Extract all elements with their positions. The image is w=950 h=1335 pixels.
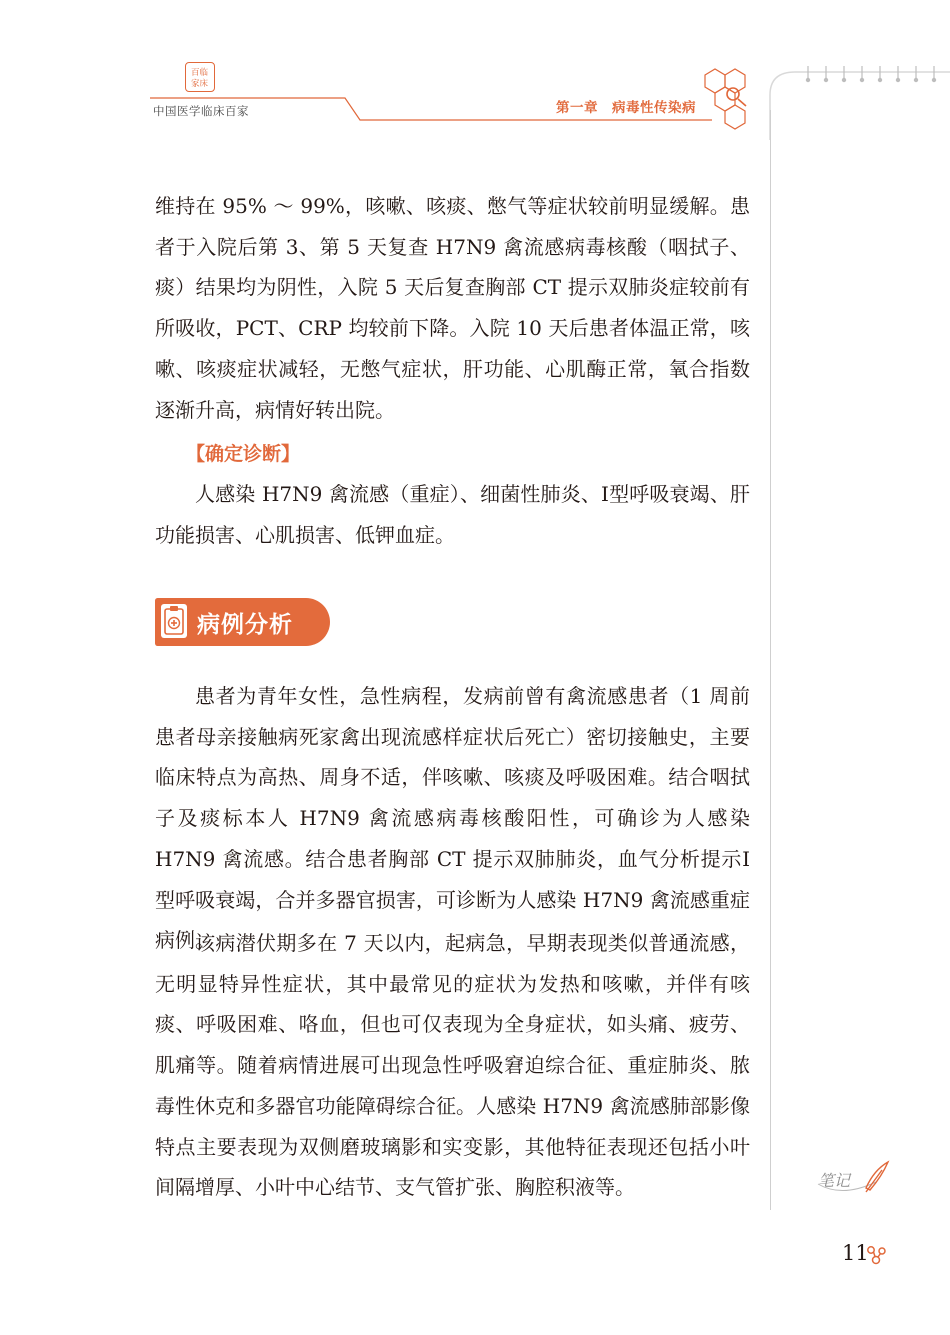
chapter-title: 第一章 病毒性传染病 [556, 100, 696, 116]
notes-margin-line [770, 110, 771, 1210]
molecule-icon [866, 1244, 888, 1266]
notebook-rings [806, 78, 936, 82]
brand-name: 中国医学临床百家 [153, 104, 249, 118]
analysis-paragraph-1: 患者为青年女性，急性病程，发病前曾有禽流感患者（1 周前患者母亲接触病死家禽出现流感样症状后死亡）密切接触史，主要临床特点为高热、周身不适，伴咳嗽、咳痰及呼吸困难。结合咽拭子及痰标本人 H7N9 禽流感病毒核酸阳性，可确诊为人感染 H7N9 禽流感。结合患者胸部 CT 提示双肺肺炎，血气分析提示Ⅰ型呼吸衰竭，合并多器官损害，可诊断为人感染 H7N9 禽流感重症病例。 [155, 684, 750, 953]
section-title: 病例分析 [197, 612, 293, 638]
diagnosis-text: 人感染 H7N9 禽流感（重症）、细菌性肺炎、Ⅰ型呼吸衰竭、肝功能损害、心肌损害、低钾血症。 [155, 482, 750, 547]
diagnosis-label: 【确定诊断】 [186, 443, 301, 465]
section-banner [155, 598, 330, 646]
analysis-paragraph-2: 该病潜伏期多在 7 天以内，起病急，早期表现类似普通流感，无明显特异性症状，其中最常见的症状为发热和咳嗽，并伴有咳痰、呼吸困难、咯血，但也可仅表现为全身症状，如头痛、疲劳、肌痛等。随着病情进展可出现急性呼吸窘迫综合征、重症肺炎、脓毒性休克和多器官功能障碍综合征。人感染 H7N9 禽流感肺部影像特点主要表现为双侧磨玻璃影和实变影，其他特征表现还包括小叶间隔增厚、小叶中心结节、支气管扩张、胸腔积液等。 [155, 931, 750, 1200]
notes-label: 笔记 [818, 1171, 851, 1190]
brand-logo-top: 百临 [190, 68, 209, 78]
header-decoration [0, 0, 950, 140]
notes-badge [812, 1158, 892, 1204]
clipboard-medical-icon [161, 604, 187, 638]
brand-logo-bottom: 家床 [190, 79, 209, 89]
page-number: 11 [842, 1241, 869, 1265]
magnifier-icon [727, 88, 746, 106]
body-paragraph-1: 维持在 95% ～ 99%，咳嗽、咳痰、憋气等症状较前明显缓解。患者于入院后第 3、第 5 天复查 H7N9 禽流感病毒核酸（咽拭子、痰）结果均为阴性，入院 5 天后复查胸部 CT 提示双肺炎症较前有所吸收，PCT、CRP 均较前下降。入院 10 天后患者体温正常，咳嗽、咳痰症状减轻，无憋气症状，肝功能、心肌酶正常，氧合指数逐渐升高，病情好转出院。 [155, 194, 750, 422]
quill-icon [866, 1162, 888, 1192]
notebook-border [770, 72, 950, 140]
brand-logo [185, 62, 215, 92]
